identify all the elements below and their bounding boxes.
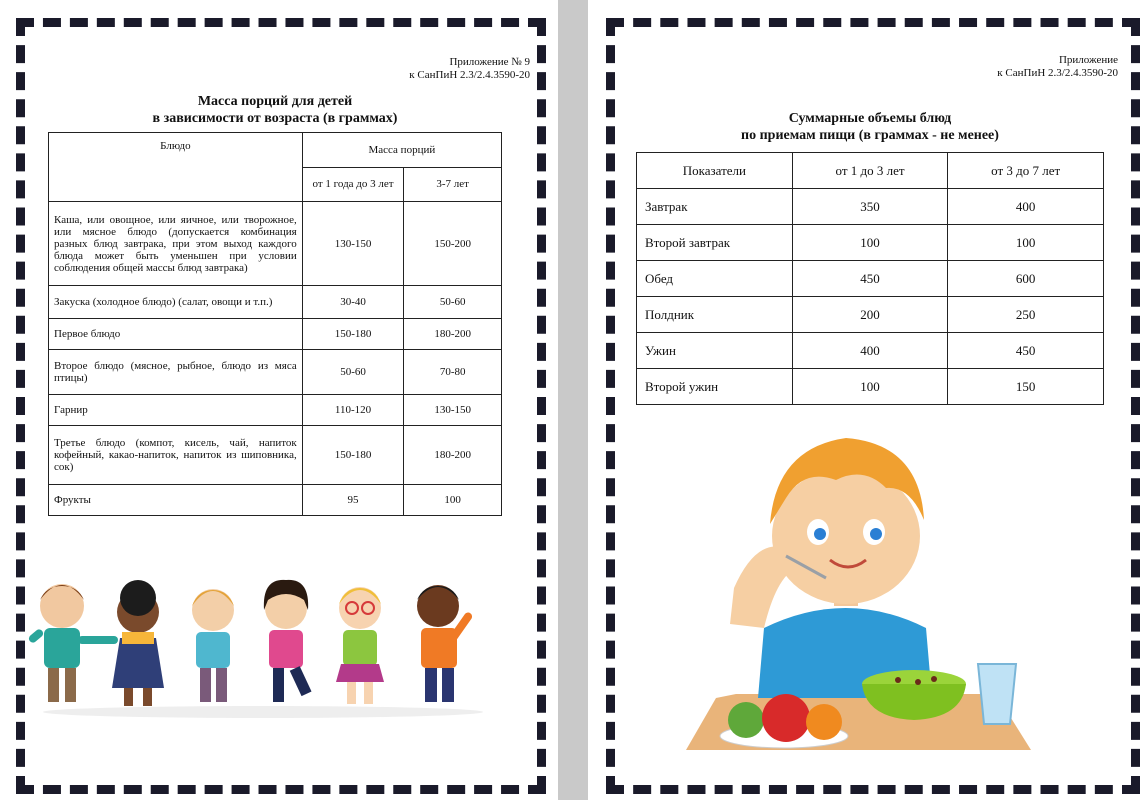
header-age-1-3: от 1 года до 3 лет <box>302 167 404 202</box>
child-figure-3 <box>192 589 234 702</box>
table-row: Первое блюдо 150-180 180-200 <box>49 319 502 350</box>
meal-totals-table <box>636 152 1104 405</box>
header-indicator: Показатели <box>637 153 793 189</box>
page-title: Суммарные объемы блюд по приемам пищи (в граммах - не менее) <box>741 111 999 143</box>
header-dish: Блюдо <box>49 133 303 202</box>
boy-eating-breakfast-illustration <box>686 428 1036 758</box>
header-age-3-7: 3-7 лет <box>404 167 502 202</box>
table-row: Полдник 200 250 <box>637 297 1104 333</box>
header-age-3-7: от 3 до 7 лет <box>948 153 1104 189</box>
appendix-regulation: к СанПиН 2.3/2.4.3590-20 <box>409 69 530 81</box>
appendix-note <box>409 56 530 82</box>
page-title: Масса порций для детей в зависимости от возраста (в граммах) <box>152 94 398 126</box>
appendix-number: Приложение № 9 <box>449 56 530 68</box>
table-row: Второе блюдо (мясное, рыбное, блюдо из мяса птицы) 50-60 70-80 <box>49 350 502 395</box>
table-row: Фрукты 95 100 <box>49 485 502 516</box>
table-row: Завтрак 350 400 <box>637 189 1104 225</box>
table-row: Ужин 400 450 <box>637 333 1104 369</box>
table-row: Обед 450 600 <box>637 261 1104 297</box>
header-portion-mass: Масса порций <box>302 133 501 168</box>
children-holding-hands-illustration <box>28 570 498 720</box>
child-figure-1 <box>28 584 118 702</box>
table-row: Третье блюдо (компот, кисель, чай, напиток кофейный, какао-напиток, напиток из шиповника, сок) 150-180 180-200 <box>49 426 502 485</box>
table-row: Второй завтрак 100 100 <box>637 225 1104 261</box>
appendix-label: Приложение <box>1058 54 1118 66</box>
child-figure-4 <box>264 580 312 702</box>
child-figure-6 <box>417 585 474 702</box>
header-age-1-3: от 1 до 3 лет <box>792 153 948 189</box>
table-row: Второй ужин 100 150 <box>637 369 1104 405</box>
child-figure-5 <box>336 587 384 704</box>
portion-mass-table <box>48 132 502 516</box>
table-row: Гарнир 110-120 130-150 <box>49 395 502 426</box>
appendix-note <box>997 54 1118 80</box>
table-row: Закуска (холодное блюдо) (салат, овощи и т.п.) 30-40 50-60 <box>49 286 502 319</box>
appendix-regulation: к СанПиН 2.3/2.4.3590-20 <box>997 67 1118 79</box>
child-figure-2 <box>112 580 164 706</box>
table-row: Каша, или овощное, или яичное, или творожное, или мясное блюдо (допускается комбинация разных блюд завтрака, при этом выход каждого блюда может быть уменьшен при условии соблюдения общей массы блюд завтрака) 130-150 150-200 <box>49 202 502 286</box>
